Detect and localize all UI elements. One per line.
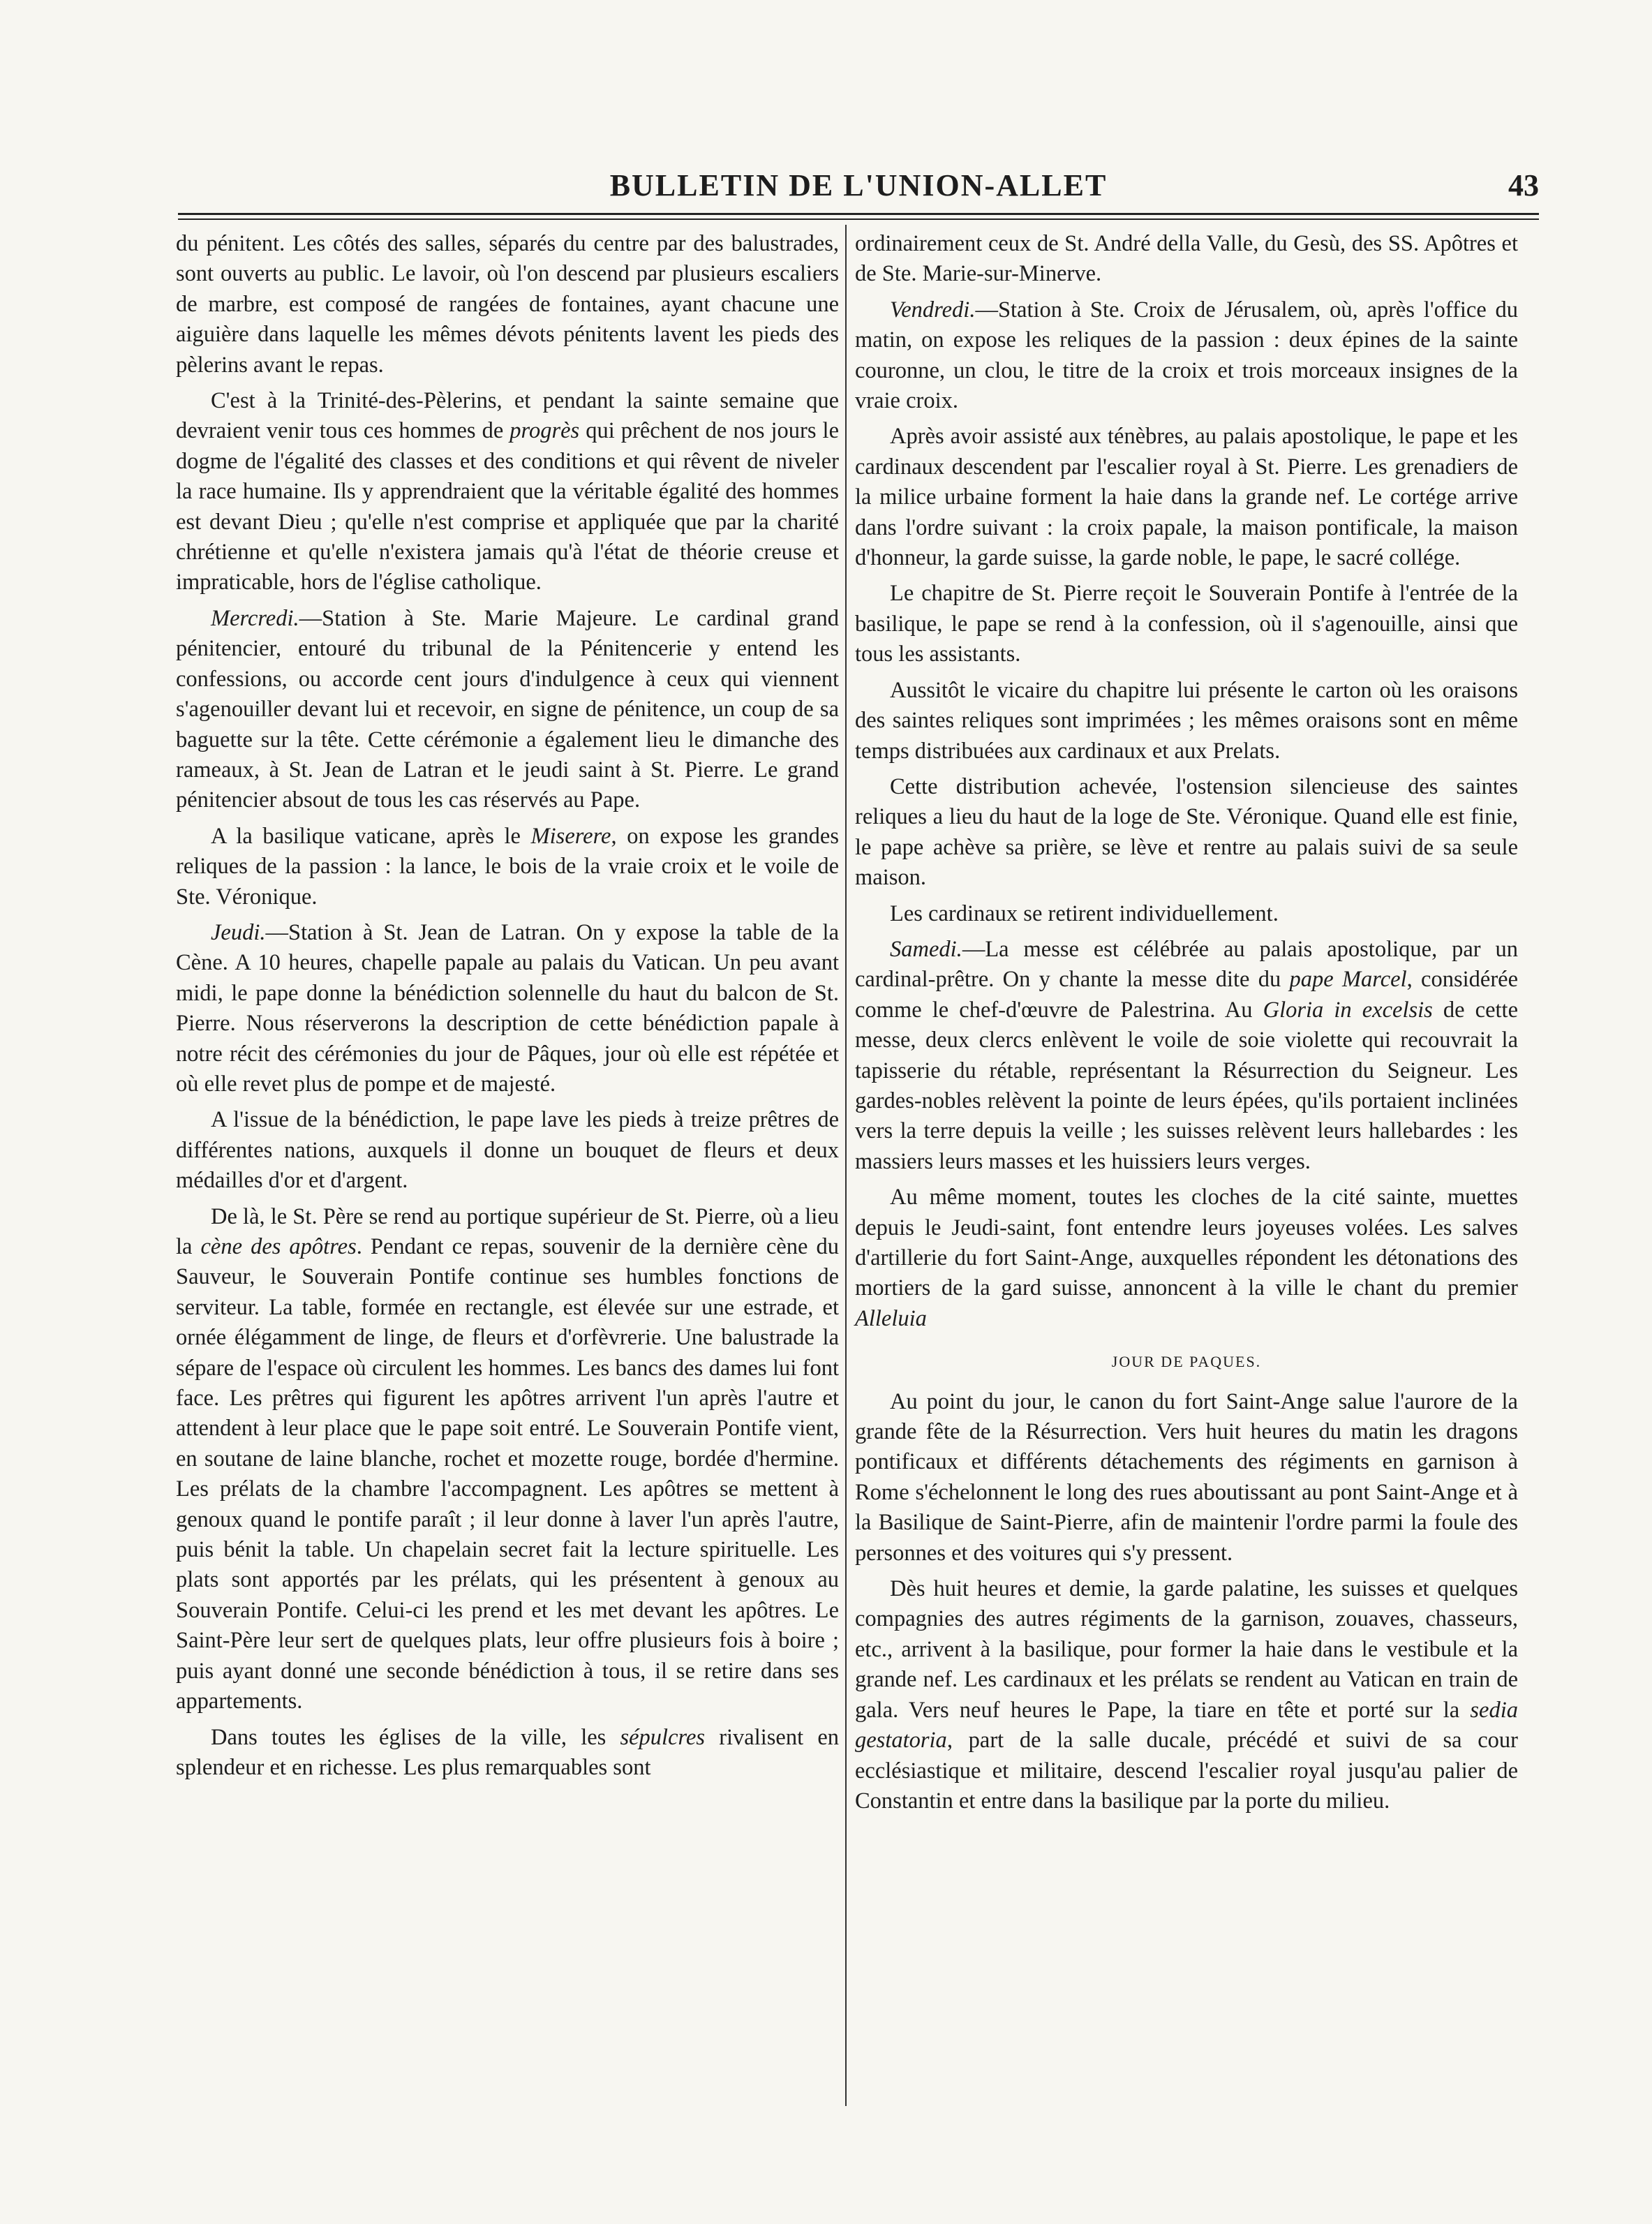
page-number: 43 (1508, 168, 1539, 202)
italic-term: cène des apôtres (200, 1234, 357, 1259)
paragraph-text: Au même moment, toutes les cloches de la cité sainte, muettes depuis le Jeudi-saint, font entendre leurs joyeuses volées. Les salves d'artillerie du fort Saint-Ange, auxquelles répondent les détonations des mortiers de la gard suisse, annoncent à la ville le chant du premier (855, 1185, 1518, 1301)
left-paragraph (176, 386, 839, 598)
paragraph-text: Cette distribution achevée, l'ostension silencieuse des saintes reliques a lieu du haut de la loge de Ste. Véronique. Quand elle est finie, le pape achève sa prière, se lève et rentre au palais suivi de sa seule maison. (855, 773, 1518, 891)
italic-term: Gloria in excelsis (1263, 997, 1433, 1023)
paragraph-text: , part de la salle ducale, précédé et suivi de sa cour ecclésiastique et militaire, descend l'escalier royal jusqu'au palier de Constantin et entre dans la basilique par la porte du milieu. (855, 1728, 1518, 1814)
paragraph-text: qui prêchent de nos jours le dogme de l'égalité des classes et des conditions et qui rêvent de niveler la race humaine. Ils y apprendraient que la véritable égalité des hommes est devant Dieu ; qu'elle n'est comprise et appliquée que par la charité chrétienne et qu'elle n'existera jamais qu'à l'état de théorie creuse et impraticable, hors de l'église catholique. (176, 418, 839, 595)
right-paragraph (855, 229, 1518, 290)
italic-term: progrès (509, 418, 580, 444)
paragraph-text: Aussitôt le vicaire du chapitre lui présente le carton où les oraisons des saintes reliques sont imprimées ; les mêmes oraisons sont en même temps distribuées aux cardinaux et aux Prelats. (855, 677, 1518, 764)
right-paragraph (855, 295, 1518, 417)
paragraph-text: Les cardinaux se retirent individuellement. (890, 900, 1279, 926)
paragraph-text: Dès huit heures et demie, la garde palatine, les suisses et quelques compagnies des autres régiments de la garnison, zouaves, chasseurs, etc., arrivent à la basilique, pour former la haie dans le vestibule et la grande nef. Les cardinaux et les prélats se rendent au Vatican en train de gala. Vers neuf heures le Pape, la tiare en tête et porté sur la (855, 1576, 1518, 1723)
paragraph-text: Dans toutes les églises de la ville, les (211, 1724, 620, 1750)
paragraph-text: de cette messe, deux clercs enlèvent le voile de soie violette qui recouvrait la tapisserie du rétable, représentant la Résurrection du Seigneur. Les gardes-nobles relèvent la pointe de leurs épées, qu'ils portaient inclinées vers la terre depuis la veille ; les suisses relèvent leurs hallebardes : les massiers leurs masses et les huissiers leurs verges. (855, 997, 1518, 1174)
paragraph-text: ordinairement ceux de St. André della Valle, du Gesù, des SS. Apôtres et de Ste. Marie-sur-Minerve. (855, 231, 1518, 287)
paragraph-text: , on expose les grandes reliques de la passion : la lance, le bois de la vraie croix et le voile de Ste. Véronique. (176, 823, 839, 910)
paragraph-text: —Station à Ste. Marie Majeure. Le cardinal grand pénitencier, entouré du tribunal de la Pénitencerie y entend les confessions, ou accorde cent jours d'indulgence à ceux qui viennent s'agenouiller devant lui et recevoir, en signe de pénitence, un coup de sa baguette sur la tête. Cette cérémonie a également lieu le dimanche des rameaux, à St. Jean de Latran et le jeudi saint à St. Pierre. Le grand pénitencier absout de tous les cas réservés au Pape. (176, 605, 839, 813)
right-paragraph (855, 579, 1518, 669)
italic-term: Vendredi. (890, 297, 976, 323)
page-header (178, 161, 1539, 209)
italic-term: Miserere (530, 823, 611, 849)
paragraph-text: , considérée comme le chef-d'œuvre de Palestrina. Au (855, 967, 1518, 1023)
italic-term: Mercredi. (211, 605, 299, 631)
paragraph-text: Au point du jour, le canon du fort Saint-Ange salue l'aurore de la grande fête de la Résurrection. Vers huit heures du matin les dragons pontificaux et différents détachements des régiments en garnison à Rome s'échelonnent le long des rues aboutissant au pont Saint-Ange et à la Basilique de Saint-Pierre, afin de maintenir l'ordre parmi la foule des personnes et des voitures qui s'y pressent. (855, 1388, 1518, 1566)
right-paragraph (855, 1387, 1518, 1569)
left-paragraph (176, 1202, 839, 1717)
header-rule-thin (178, 218, 1539, 220)
paragraph-text: A la basilique vaticane, après le (211, 823, 531, 849)
right-paragraph (855, 1574, 1518, 1816)
right-paragraph (855, 899, 1518, 929)
italic-term: Samedi. (890, 936, 962, 962)
left-paragraph (176, 1723, 839, 1784)
right-paragraph (855, 1183, 1518, 1334)
paragraph-text: . Pendant ce repas, souvenir de la dernière cène du Sauveur, le Souverain Pontife continue ses humbles fonctions de serviteur. La table, formée en rectangle, est élevée sur une estrade, et ornée élégamment de linge, de fleurs et d'orfèvrerie. Une balustrade la sépare de l'espace où circulent les hommes. Les bancs des dames lui font face. Les prêtres qui figurent les apôtres arrivent l'un après l'autre et attendent à leur place que le pape soit entré. Le Souverain Pontife vient, en soutane de laine blanche, rochet et mozette rouge, bordée d'hermine. Les prélats de la chambre l'accompagnent. Les apôtres se mettent à genoux quand le pontife paraît ; il leur donne à laver l'un après l'autre, puis bénit la table. Un chapelain secret fait la lecture spirituelle. Les plats sont apportés par les prélats, qui les présentent à genoux au Souverain Pontife. Celui-ci les prend et les met devant les apôtres. Le Saint-Père leur sert de quelques plats, leur offre plusieurs fois à boire ; puis ayant donné une seconde bénédiction à tous, il se retire dans ses appartements. (176, 1234, 839, 1714)
left-paragraph (176, 822, 839, 912)
column-divider (845, 225, 847, 2106)
left-paragraph (176, 229, 839, 380)
paragraph-text: A l'issue de la bénédiction, le pape lave les pieds à treize prêtres de différentes nations, auxquels il donne un bouquet de fleurs et deux médailles d'or et d'argent. (176, 1107, 839, 1194)
paragraph-text: —Station à St. Jean de Latran. On y expose la table de la Cène. A 10 heures, chapelle papale au palais du Vatican. Un peu avant midi, le pape donne la bénédiction solennelle du haut du balcon de St. Pierre. Nous réserverons la description de cette bénédiction papale à notre récit des cérémonies du jour de Pâques, jour où elle est répétée et où elle revet plus de pompe et de majesté. (176, 919, 839, 1097)
right-paragraph (855, 422, 1518, 573)
left-column (176, 229, 839, 1783)
paragraph-text: —La messe est célébrée au palais apostolique, par un cardinal-prêtre. On y chante la messe dite du (855, 936, 1518, 993)
paragraph-text: Le chapitre de St. Pierre reçoit le Souverain Pontife à l'entrée de la basilique, le pape se rend à la confession, où il s'agenouille, ainsi que tous les assistants. (855, 581, 1518, 667)
running-title: BULLETIN DE L'UNION-ALLET (609, 168, 1108, 202)
left-paragraph (176, 1105, 839, 1196)
paragraph-text: C'est à la Trinité-des-Pèlerins, et pendant la sainte semaine que devraient venir tous ces hommes de (176, 388, 839, 444)
paragraph-text: —Station à Ste. Croix de Jérusalem, où, après l'office du matin, on expose les reliques de la passion : deux épines de la sainte couronne, un clou, le titre de la croix et trois morceaux insignes de la vraie croix. (855, 297, 1518, 414)
header-rule (178, 213, 1539, 215)
section-heading: JOUR DE PAQUES. (1111, 1353, 1262, 1371)
paragraph-text: Après avoir assisté aux ténèbres, au palais apostolique, le pape et les cardinaux descendent par l'escalier royal à St. Pierre. Les grenadiers de la milice urbaine forment la haie dans la grande nef. Le cortége arrive dans l'ordre suivant : la croix papale, la maison pontificale, la maison d'honneur, la garde suisse, la garde noble, le pape, le sacré collége. (855, 424, 1518, 571)
paragraph-text: De là, le St. Père se rend au portique supérieur de St. Pierre, où a lieu la (176, 1203, 839, 1259)
right-column (855, 229, 1518, 1816)
italic-term: Alleluia (855, 1305, 927, 1331)
italic-term: sépulcres (620, 1724, 706, 1750)
italic-term: pape Marcel (1289, 967, 1407, 993)
italic-term: Jeudi. (211, 919, 266, 945)
right-paragraph (855, 772, 1518, 894)
right-paragraph (855, 935, 1518, 1177)
left-paragraph (176, 918, 839, 1099)
paragraph-text: rivalisent en splendeur et en richesse. Les plus remarquables sont (176, 1724, 839, 1780)
right-paragraph (855, 676, 1518, 766)
paragraph-text: du pénitent. Les côtés des salles, séparés du centre par des balustrades, sont ouverts au public. Le lavoir, où l'on descend par plusieurs escaliers de marbre, est composé de rangées de fontaines, ayant chacune une aiguière dans laquelle les mêmes dévots pénitents lavent les pieds des pèlerins avant le repas. (176, 231, 839, 378)
italic-term: sedia gestatoria (855, 1697, 1518, 1754)
left-paragraph (176, 604, 839, 816)
